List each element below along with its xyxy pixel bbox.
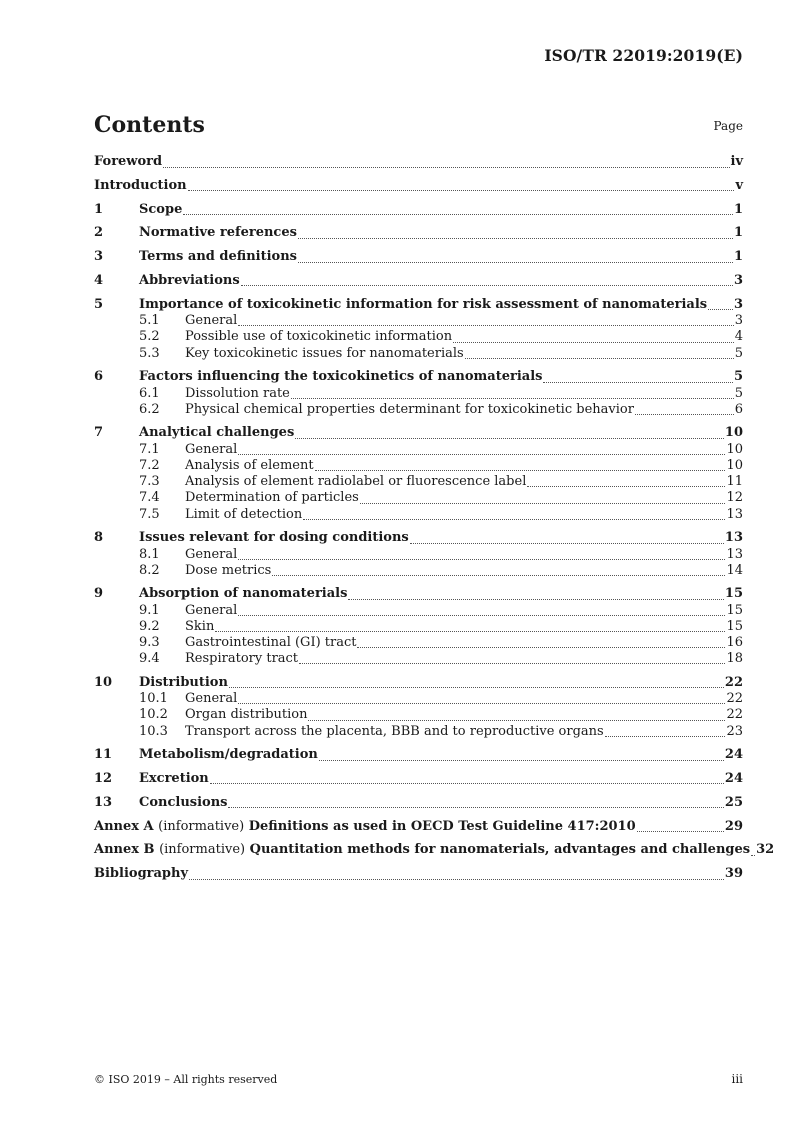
annex-prefix: Annex A [94, 818, 154, 834]
toc-entry-label: Determination of particles [185, 490, 359, 506]
dot-leader [453, 341, 734, 343]
table-of-contents [94, 154, 775, 883]
toc-entry-number: 8.2 [139, 562, 160, 578]
toc-entry-label: Factors influencing the toxicokinetics of nanomaterials [139, 369, 543, 385]
toc-entry-page: 10 [726, 441, 743, 457]
toc-entry[interactable] [94, 747, 743, 764]
toc-entry-label: Analysis of element [185, 458, 314, 473]
toc-entry-page: iv [730, 154, 743, 169]
toc-entry-page: 29 [724, 818, 743, 834]
toc-entry-label [94, 819, 636, 836]
dot-leader [637, 830, 724, 832]
toc-entry[interactable] [94, 530, 743, 547]
toc-entry-page: 3 [733, 272, 743, 288]
dot-leader [708, 308, 733, 310]
toc-entry-page: 16 [726, 635, 743, 651]
toc-entry-label: Gastrointestinal (GI) tract [185, 635, 357, 651]
toc-subentry[interactable] [94, 691, 743, 707]
toc-entry-label: General [185, 313, 238, 329]
toc-entry-number: 9 [94, 586, 104, 602]
toc-entry-label: Key toxicokinetic issues for nanomaterials [185, 345, 464, 361]
toc-entry-label: Analytical challenges [139, 425, 295, 441]
toc-entry-label: Issues relevant for dosing conditions [139, 530, 409, 546]
dot-leader [215, 630, 725, 632]
dot-leader [229, 686, 724, 688]
dot-leader [228, 806, 723, 808]
toc-subentry[interactable] [94, 635, 743, 651]
toc-entry[interactable] [94, 866, 743, 883]
toc-entry-number: 7.5 [139, 506, 160, 522]
toc-entry-page: 12 [726, 490, 743, 506]
toc-entry-label: Normative references [139, 225, 297, 241]
toc-entry-page: 6 [734, 401, 743, 417]
toc-entry-label: Bibliography [94, 866, 189, 882]
toc-subentry[interactable] [94, 563, 743, 579]
toc-subentry[interactable] [94, 442, 743, 458]
toc-entry[interactable] [94, 297, 743, 314]
toc-entry-label: General [185, 691, 238, 707]
toc-subentry[interactable] [94, 458, 743, 474]
toc-entry-page: 39 [724, 866, 743, 882]
toc-entry-label: General [185, 441, 238, 457]
footer-copyright: © ISO 2019 – All rights reserved [94, 1073, 278, 1086]
dot-leader [465, 357, 734, 359]
dot-leader [295, 437, 724, 439]
dot-leader [298, 261, 733, 263]
dot-leader [303, 518, 725, 520]
toc-entry[interactable] [94, 273, 743, 290]
toc-entry-label: Possible use of toxicokinetic information [185, 329, 453, 345]
dot-leader [357, 646, 725, 648]
toc-subentry[interactable] [94, 474, 743, 490]
toc-entry[interactable] [94, 178, 743, 195]
annex-prefix: Annex B [94, 842, 155, 858]
toc-entry-number: 9.2 [139, 618, 160, 634]
toc-subentry[interactable] [94, 707, 743, 723]
dot-leader [348, 598, 724, 600]
toc-entry-label: Dissolution rate [185, 385, 290, 401]
toc-entry-page: 10 [726, 458, 743, 473]
dot-leader [299, 662, 725, 664]
toc-entry-label: Foreword [94, 154, 163, 169]
toc-entry-label: Organ distribution [185, 707, 308, 723]
toc-entry-number: 7.3 [139, 474, 160, 490]
toc-entry-page: 25 [724, 794, 743, 810]
toc-entry-page: 22 [726, 691, 743, 707]
toc-entry-page: 24 [724, 747, 743, 763]
toc-entry-number: 2 [94, 225, 104, 241]
toc-entry-number: 7.4 [139, 490, 160, 506]
toc-subentry[interactable] [94, 402, 743, 418]
toc-entry-page: 22 [726, 707, 743, 723]
toc-subentry[interactable] [94, 386, 743, 402]
toc-entry-number: 5.3 [139, 345, 160, 361]
dot-leader [238, 702, 725, 704]
toc-entry-number: 6.2 [139, 401, 160, 417]
toc-entry-page: 5 [734, 385, 743, 401]
toc-entry-page: 24 [724, 770, 743, 786]
toc-entry-number: 1 [94, 201, 104, 217]
toc-annex-entry[interactable] [94, 819, 743, 836]
dot-leader [238, 614, 725, 616]
toc-entry-label: Skin [185, 618, 215, 634]
dot-leader [298, 237, 733, 239]
toc-entry-label: Physical chemical properties determinant for toxicokinetic behavior [185, 401, 634, 417]
dot-leader [308, 719, 725, 721]
dot-leader [751, 854, 755, 856]
toc-entry-label: Importance of toxicokinetic information for risk assessment of nanomaterials [139, 296, 708, 312]
toc-subentry[interactable] [94, 603, 743, 619]
toc-entry-page: 22 [724, 674, 743, 690]
toc-entry-number: 10.3 [139, 723, 168, 739]
toc-entry-number: 8 [94, 530, 104, 546]
toc-entry-number: 8.1 [139, 546, 160, 562]
toc-subentry[interactable] [94, 724, 743, 740]
dot-leader [188, 189, 735, 191]
toc-entry[interactable] [94, 225, 743, 242]
dot-leader [272, 574, 725, 576]
dot-leader [189, 878, 724, 880]
toc-entry-number: 5.1 [139, 313, 160, 329]
toc-entry-label: Analysis of element radiolabel or fluorescence label [185, 474, 527, 490]
toc-entry-number: 11 [94, 747, 113, 763]
dot-leader [238, 324, 733, 326]
toc-entry-label: Dose metrics [185, 562, 272, 578]
toc-entry-number: 7.1 [139, 441, 160, 457]
toc-entry[interactable] [94, 249, 743, 266]
toc-entry-number: 10.2 [139, 707, 168, 723]
toc-entry[interactable] [94, 202, 743, 219]
toc-entry-page: 5 [733, 369, 743, 385]
toc-entry-label: Conclusions [139, 794, 228, 810]
toc-entry-page: 32 [756, 842, 775, 858]
dot-leader [315, 469, 726, 471]
footer-page-number: iii [731, 1072, 743, 1086]
toc-entry-page: 1 [733, 201, 743, 217]
toc-subentry[interactable] [94, 490, 743, 506]
dot-leader [238, 453, 725, 455]
toc-entry-number: 12 [94, 770, 113, 786]
toc-entry-label: Limit of detection [185, 506, 303, 522]
toc-entry-label [94, 842, 750, 859]
annex-title: Quantitation methods for nanomaterials, advantages and challenges [249, 842, 751, 858]
annex-informative-tag: (informative) [159, 842, 246, 858]
toc-entry-page: 14 [726, 562, 743, 578]
toc-entry-page: 3 [733, 296, 743, 312]
toc-entry-number: 10 [94, 674, 113, 690]
toc-entry-page: 5 [734, 345, 743, 361]
toc-entry[interactable] [94, 369, 743, 386]
toc-subentry[interactable] [94, 507, 743, 523]
toc-entry-page: 4 [734, 329, 743, 345]
toc-entry-page: 13 [726, 546, 743, 562]
toc-entry-page: v [735, 177, 743, 193]
toc-entry-number: 7.2 [139, 458, 160, 473]
toc-entry-number: 3 [94, 249, 104, 265]
toc-entry-label: Absorption of nanomaterials [139, 586, 348, 602]
toc-entry-number: 5.2 [139, 329, 160, 345]
toc-entry-page: 1 [733, 249, 743, 265]
toc-entry[interactable] [94, 154, 743, 171]
toc-entry-number: 10.1 [139, 691, 168, 707]
toc-entry-number: 7 [94, 425, 104, 441]
toc-entry-page: 15 [726, 618, 743, 634]
toc-entry-number: 9.4 [139, 651, 160, 667]
toc-subentry[interactable] [94, 313, 743, 329]
toc-entry-label: Scope [139, 201, 183, 217]
dot-leader [238, 558, 725, 560]
dot-leader [360, 502, 726, 504]
toc-entry[interactable] [94, 425, 743, 442]
toc-entry-page: 23 [726, 723, 743, 739]
annex-informative-tag: (informative) [158, 818, 245, 834]
toc-entry-label: Terms and definitions [139, 249, 297, 265]
toc-entry-label: General [185, 602, 238, 618]
toc-subentry[interactable] [94, 547, 743, 563]
toc-entry-label: Excretion [139, 770, 209, 786]
toc-entry-page: 13 [724, 530, 743, 546]
toc-entry-number: 9.1 [139, 602, 160, 618]
toc-entry-number: 5 [94, 296, 104, 312]
toc-entry-label: Respiratory tract [185, 651, 299, 667]
toc-entry[interactable] [94, 771, 743, 788]
toc-entry-page: 3 [734, 313, 743, 329]
dot-leader [527, 485, 725, 487]
dot-leader [605, 735, 726, 737]
toc-entry-label: Introduction [94, 177, 187, 193]
toc-entry[interactable] [94, 795, 743, 812]
toc-entry-number: 9.3 [139, 635, 160, 651]
toc-subentry[interactable] [94, 346, 743, 362]
dot-leader [183, 213, 733, 215]
toc-entry-page: 18 [726, 651, 743, 667]
toc-entry-label: Distribution [139, 674, 228, 690]
toc-entry-number: 13 [94, 794, 113, 810]
page-column-label: Page [713, 119, 743, 133]
toc-entry-number: 6 [94, 369, 104, 385]
dot-leader [241, 284, 733, 286]
toc-entry-page: 13 [726, 506, 743, 522]
document-standard-id: ISO/TR 22019:2019(E) [544, 46, 743, 65]
toc-entry-label: Abbreviations [139, 272, 240, 288]
toc-entry[interactable] [94, 586, 743, 603]
toc-subentry[interactable] [94, 329, 743, 345]
dot-leader [543, 381, 733, 383]
toc-entry-page: 10 [724, 425, 743, 441]
toc-subentry[interactable] [94, 651, 743, 667]
toc-entry-number: 6.1 [139, 385, 160, 401]
toc-entry-page: 15 [726, 602, 743, 618]
dot-leader [635, 413, 734, 415]
toc-entry-label: Transport across the placenta, BBB and to reproductive organs [185, 723, 604, 739]
toc-annex-entry[interactable] [94, 842, 775, 859]
toc-entry-number: 4 [94, 272, 104, 288]
dot-leader [163, 166, 729, 168]
toc-entry-label: Metabolism/degradation [139, 747, 318, 763]
dot-leader [291, 397, 734, 399]
annex-title: Definitions as used in OECD Test Guideline 417:2010 [248, 818, 636, 834]
dot-leader [319, 759, 724, 761]
toc-entry[interactable] [94, 675, 743, 692]
page-title: Contents [94, 112, 205, 138]
toc-entry-page: 1 [733, 225, 743, 241]
dot-leader [410, 542, 724, 544]
toc-entry-label: General [185, 546, 238, 562]
toc-entry-page: 15 [724, 586, 743, 602]
toc-entry-page: 11 [726, 474, 743, 490]
dot-leader [210, 782, 724, 784]
toc-subentry[interactable] [94, 619, 743, 635]
